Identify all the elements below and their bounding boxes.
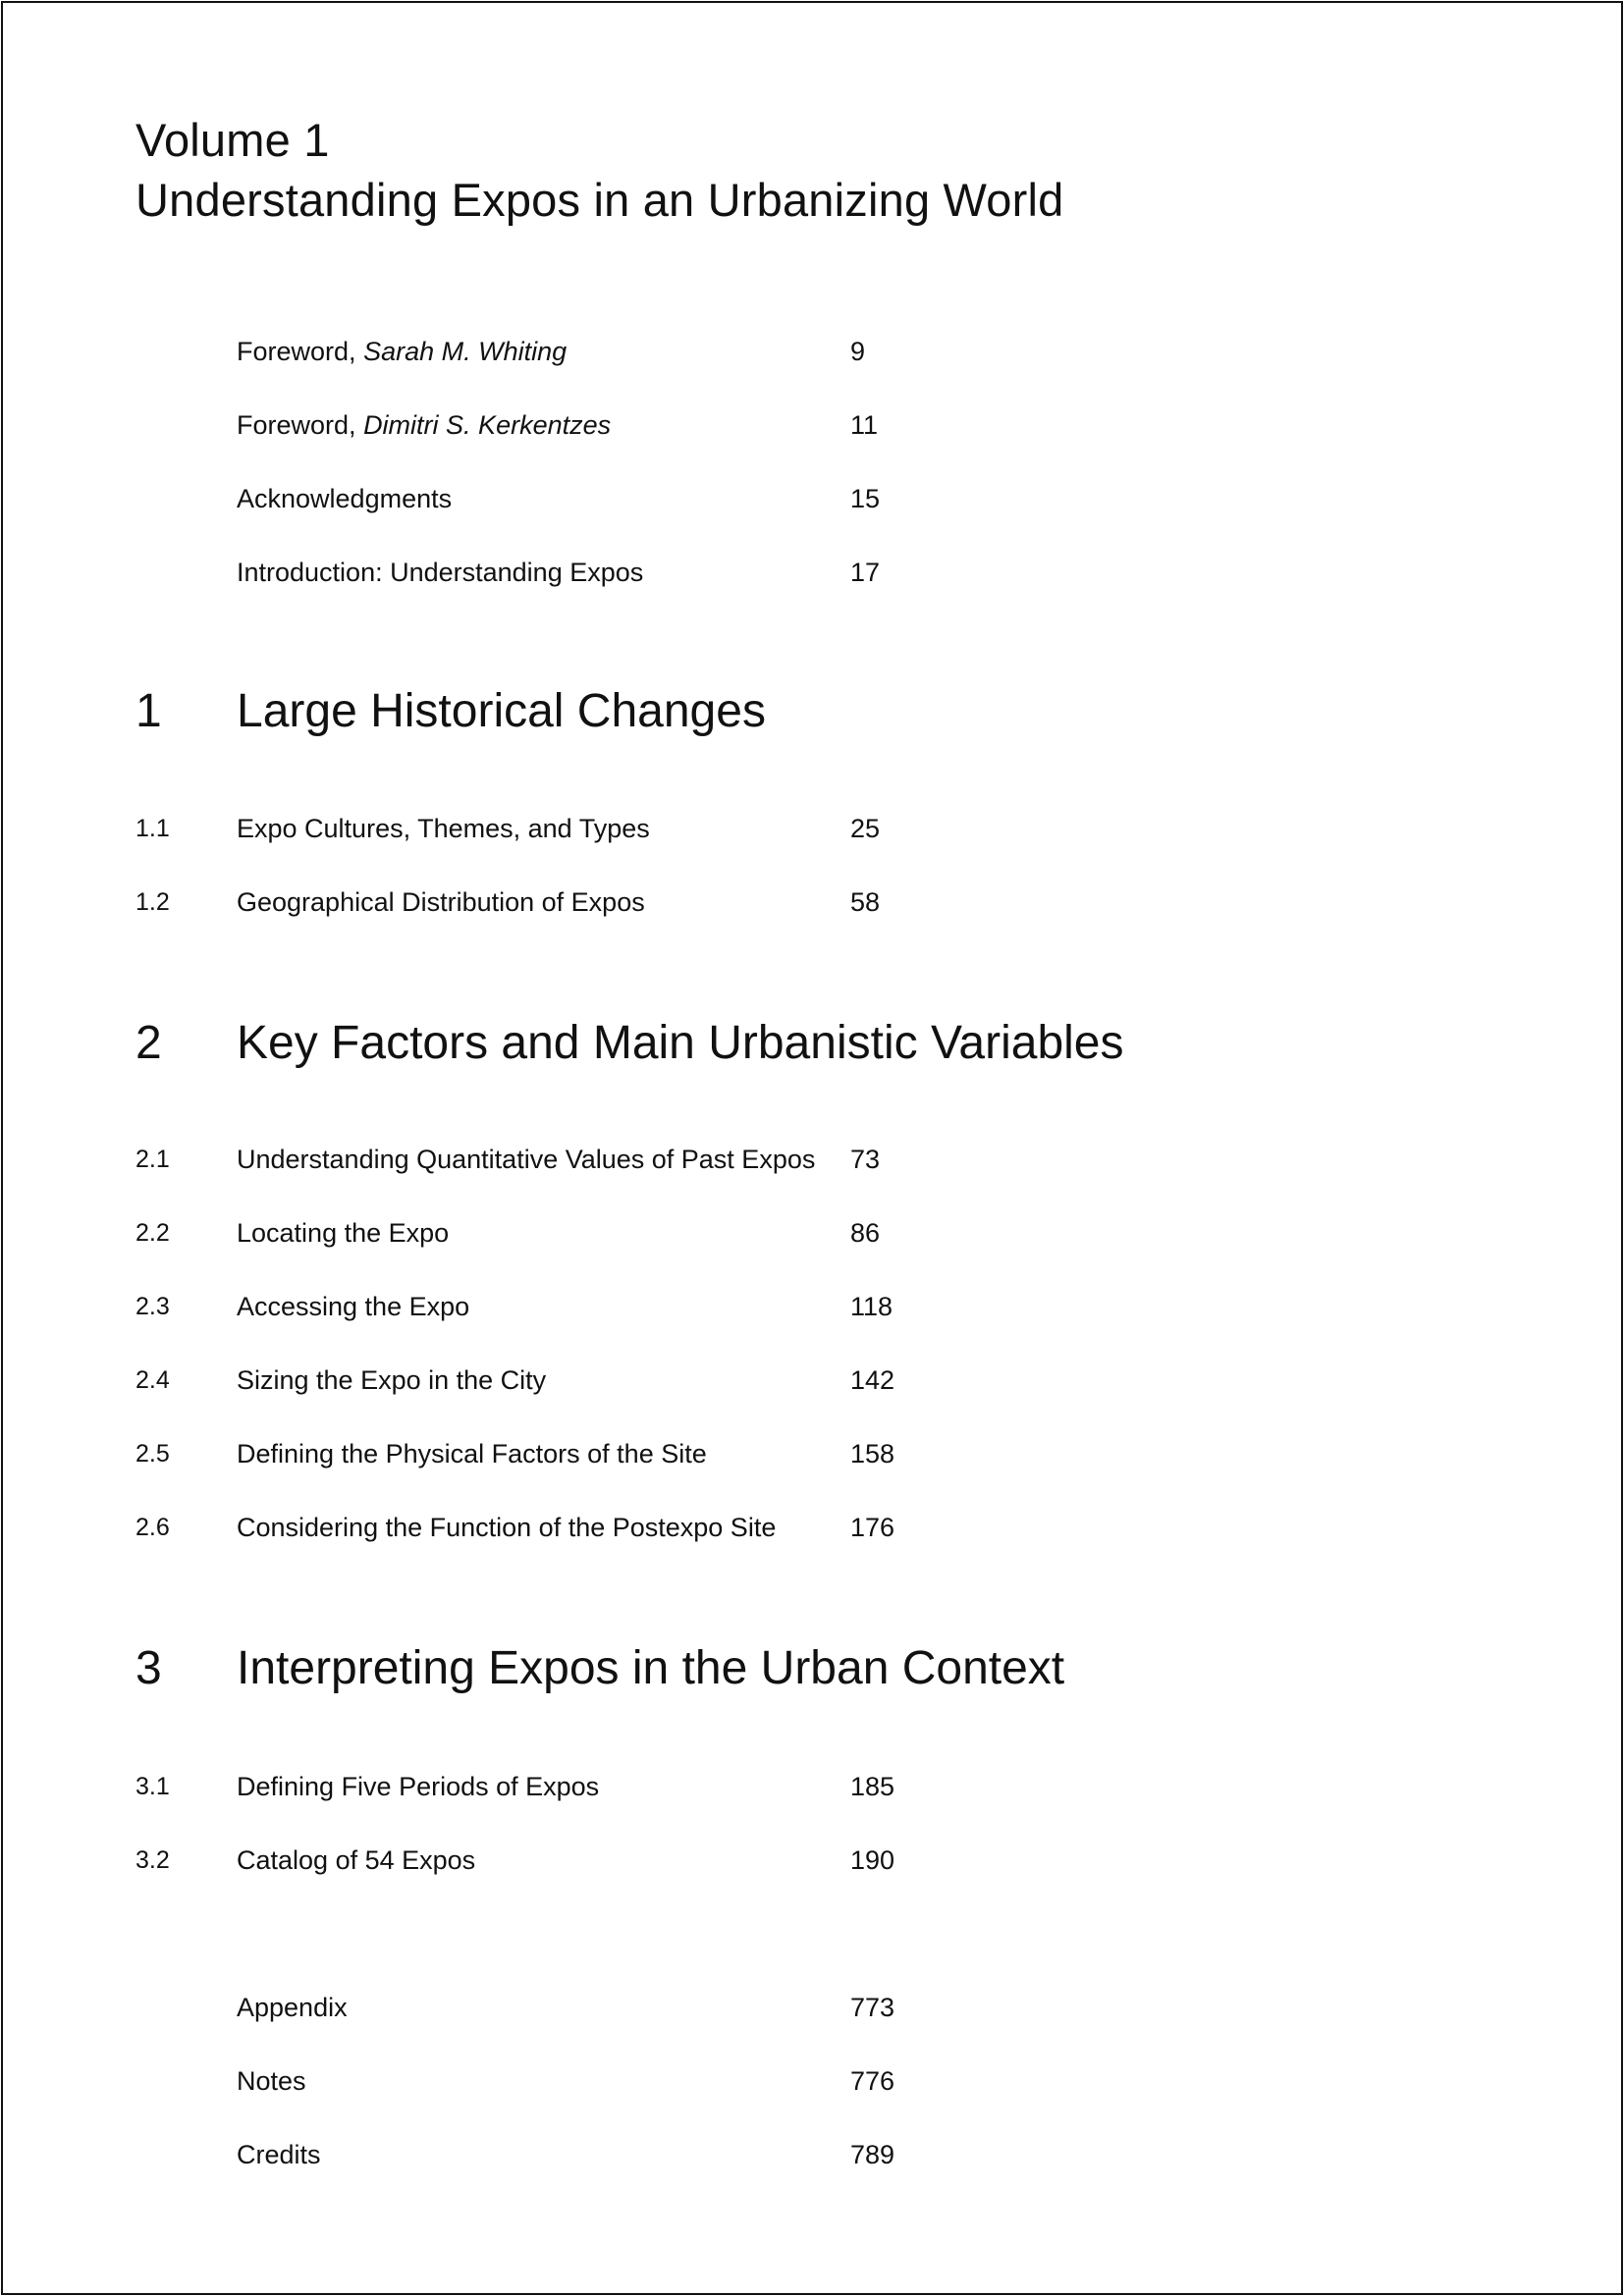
section-title: Understanding Quantitative Values of Past Expos: [237, 1145, 816, 1174]
section-title: Defining the Physical Factors of the Site: [237, 1439, 707, 1468]
toc-entry-title: Foreword, Dimitri S. Kerkentzes: [237, 410, 612, 440]
section-page: 58: [850, 887, 881, 917]
section-page: 73: [850, 1145, 881, 1174]
section-number: 2.6: [135, 1514, 170, 1541]
section-page: 142: [850, 1365, 895, 1395]
toc-entry-title: Foreword, Sarah M. Whiting: [237, 337, 568, 366]
section-page: 25: [850, 814, 881, 843]
toc-entry-author: Dimitri S. Kerkentzes: [363, 410, 612, 440]
section-title: Accessing the Expo: [237, 1292, 470, 1321]
section-title: Expo Cultures, Themes, and Types: [237, 814, 650, 843]
section-number: 2.1: [135, 1146, 170, 1173]
chapter-title: Large Historical Changes: [237, 685, 766, 737]
chapter-number: 3: [135, 1642, 162, 1694]
section-title: Geographical Distribution of Expos: [237, 887, 645, 917]
toc-entry-page: 773: [850, 1993, 895, 2022]
chapter-title: Interpreting Expos in the Urban Context: [237, 1642, 1065, 1694]
section-title: Considering the Function of the Postexpo Site: [237, 1513, 777, 1542]
section-number: 2.5: [135, 1440, 170, 1468]
section-number: 2.3: [135, 1293, 170, 1320]
section-number: 1.2: [135, 888, 170, 916]
chapter-number: 2: [135, 1017, 162, 1069]
section-number: 2.4: [135, 1366, 170, 1394]
toc-entry-page: 776: [850, 2066, 895, 2096]
toc-entry-title: Introduction: Understanding Expos: [237, 558, 644, 587]
toc-entry-page: 11: [850, 410, 879, 440]
toc-entry-title: Appendix: [237, 1993, 348, 2022]
chapter-number: 1: [135, 685, 162, 737]
volume-label: Volume 1: [135, 114, 330, 166]
section-number: 3.2: [135, 1846, 170, 1874]
chapter-title: Key Factors and Main Urbanistic Variables: [237, 1017, 1124, 1069]
section-page: 176: [850, 1513, 895, 1542]
toc-entry-title: Acknowledgments: [237, 484, 453, 513]
section-number: 1.1: [135, 815, 170, 842]
toc-entry-title: Credits: [237, 2140, 321, 2169]
toc-entry-title: Notes: [237, 2066, 306, 2096]
section-number: 2.2: [135, 1219, 170, 1247]
section-page: 158: [850, 1439, 895, 1468]
section-page: 185: [850, 1772, 895, 1801]
section-number: 3.1: [135, 1773, 170, 1800]
section-page: 118: [850, 1292, 893, 1321]
section-page: 190: [850, 1845, 895, 1875]
volume-heading: [135, 110, 1063, 230]
section-title: Locating the Expo: [237, 1218, 450, 1248]
volume-subtitle: Understanding Expos in an Urbanizing World: [135, 174, 1064, 226]
section-title: Sizing the Expo in the City: [237, 1365, 547, 1395]
section-title: Defining Five Periods of Expos: [237, 1772, 600, 1801]
toc-entry-page: 789: [850, 2140, 895, 2169]
toc-entry-author: Sarah M. Whiting: [363, 337, 568, 366]
toc-entry-page: 15: [850, 484, 881, 513]
section-title: Catalog of 54 Expos: [237, 1845, 476, 1875]
toc-entry-page: 9: [850, 337, 866, 366]
section-page: 86: [850, 1218, 881, 1248]
toc-entry-page: 17: [850, 558, 881, 587]
